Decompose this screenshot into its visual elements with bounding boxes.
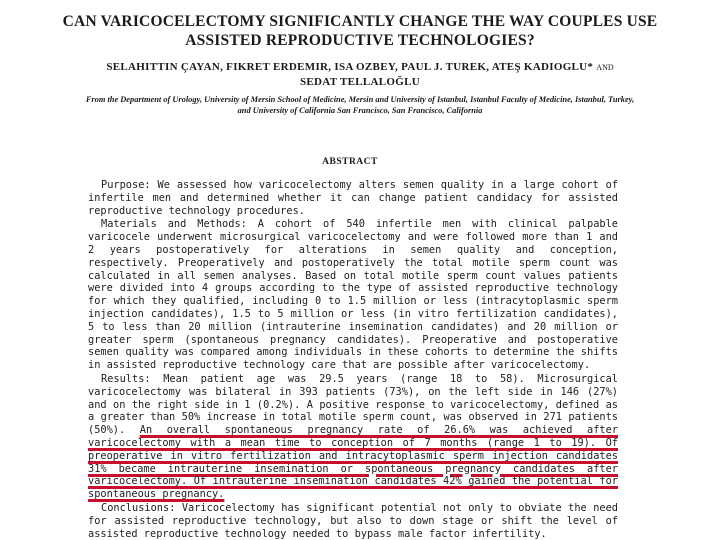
abstract-conclusions: Conclusions: Varicocelectomy has significant potential not only to obviate the need for assisted reproductive technology, but also to down stage or shift the level of assisted reproductive technology needed to bypass male factor infertility. bbox=[88, 501, 618, 540]
authors-main: SELAHITTIN ÇAYAN, FIKRET ERDEMIR, ISA OZBEY, PAUL J. TUREK, ATEŞ KADIOGLU* bbox=[106, 61, 594, 73]
paper-title: CAN VARICOCELECTOMY SIGNIFICANTLY CHANGE THE WAY COUPLES USE ASSISTED REPRODUCTIVE TECHNOLOGIES? bbox=[62, 13, 658, 49]
abstract-results bbox=[88, 373, 618, 501]
abstract-purpose: Purpose: We assessed how varicocelectomy alters semen quality in a large cohort of infertile men and determined whether it can change patient candidacy for assisted reproductive technology procedures. bbox=[88, 179, 618, 217]
author-affiliation: From the Department of Urology, University of Mersin School of Medicine, Mersin and University of Istanbul, Istanbul Faculty of Medicine, Istanbul, Turkey, and University of California San Francisco, San Francisco, California bbox=[85, 95, 635, 115]
abstract-heading: ABSTRACT bbox=[322, 157, 378, 167]
author-list bbox=[60, 60, 660, 90]
abstract-methods: Materials and Methods: A cohort of 540 infertile men with clinical palpable varicocele underwent microsurgical varicocelectomy and were followed more than 1 and 2 years postoperatively for alterations in semen quality and conception, respectively. Preoperatively and postoperatively the total motile sperm count was calculated in all semen analyses. Based on total motile sperm count values patients were divided into 4 groups according to the type of assisted reproductive technology for which they qualified, including 0 to 1.5 million or less (intracytoplasmic sperm injection candidates), 1.5 to 5 million or less (in vitro fertilization candidates), 5 to less than 20 million (intrauterine insemination candidates) and 20 million or greater sperm (spontaneous pregnancy candidates). Preoperative and postoperative semen quality was compared among individuals in these cohorts to determine the shifts in assisted reproductive technology care that are possible after varicocelectomy. bbox=[88, 218, 618, 372]
abstract-body bbox=[88, 179, 618, 540]
authors-last: SEDAT TELLALOĞLU bbox=[299, 76, 421, 88]
authors-and: AND bbox=[596, 63, 614, 72]
results-text: Results: Mean patient age was 29.5 years (range 18 to 58). Microsurgical varicocelectomy was bilateral in 393 patients (73%), on the left side in 146 (27%) and on the right side in 1 (0.2%). A positive response to varicocelectomy, defined as a greater than 50% increase in total motile sperm count, was observed in 271 patients (50%). bbox=[88, 372, 618, 437]
results-highlighted-text: An overall spontaneous pregnancy rate of 26.6% was achieved after varicocelectomy with a mean time to conception of 7 months (range 1 to 19). Of preoperative in vitro fertilization and intracytoplasmic sperm injection candidates 31% became intrauterine insemination or spontaneous pregnancy candidates after varicocelectomy. Of intrauterine insemination candidates 42% gained the potential for spontaneous pregnancy. bbox=[88, 424, 618, 501]
